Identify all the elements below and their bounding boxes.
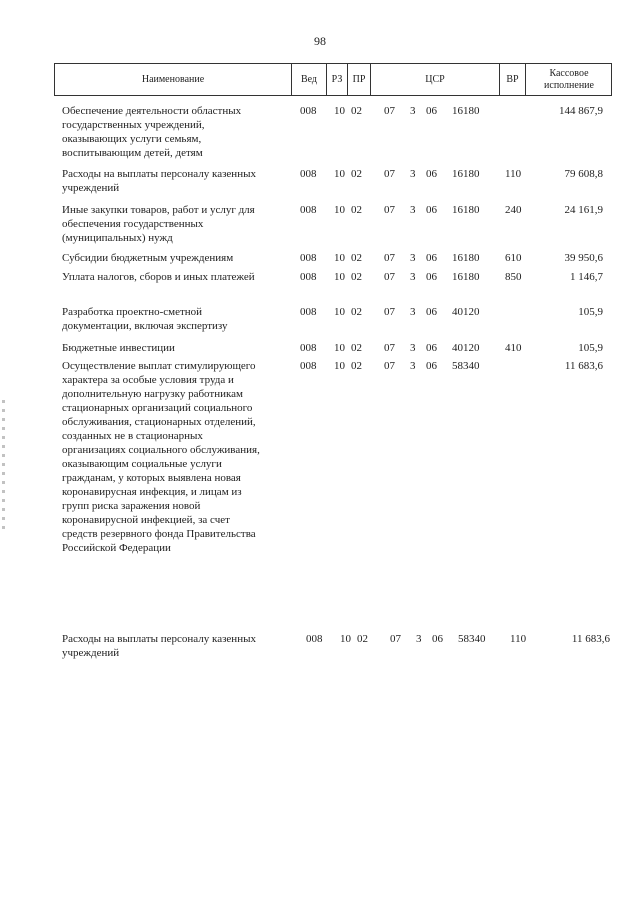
row-csr-program: 07: [384, 252, 395, 264]
page-number: 98: [314, 34, 326, 48]
row-csr-direction: 16180: [452, 204, 480, 216]
row-csr-direction: 16180: [452, 252, 480, 264]
header-rz: РЗ: [331, 73, 343, 85]
row-csr-subprogram: 3: [410, 306, 416, 318]
row-name: Разработка проектно-сметной документации, включая экспертизу: [62, 306, 228, 332]
row-ved: 008: [300, 204, 317, 216]
row-vr: 410: [505, 342, 522, 354]
table-header: [54, 63, 612, 96]
row-pr: 02: [351, 342, 362, 354]
row-ved: 008: [300, 252, 317, 264]
row-amount: 39 950,6: [564, 252, 603, 264]
row-csr-main-event: 06: [426, 105, 437, 117]
row-ved: 008: [300, 306, 317, 318]
header-csr: ЦСР: [425, 73, 445, 85]
row-rz: 10: [334, 271, 345, 283]
row-pr: 02: [351, 360, 362, 372]
row-csr-program: 07: [384, 360, 395, 372]
row-amount: 144 867,9: [559, 105, 603, 117]
row-vr: 610: [505, 252, 522, 264]
row-pr: 02: [351, 168, 362, 180]
row-csr-subprogram: 3: [416, 633, 422, 645]
row-amount: 24 161,9: [564, 204, 603, 216]
row-amount: 79 608,8: [564, 168, 603, 180]
row-csr-subprogram: 3: [410, 105, 416, 117]
row-name: Осуществление выплат стимулирующего характера за особые условия труда и дополнительную нагрузку работникам стационарных организаций социального обслуживания, стационарных отделений, созданных не в стационарных организациях социального обслуживания, оказывающим социальные услуги гражданам, у которых выявлена новая коронавирусная инфекция, и лицам из групп риска заражения новой коронавирусной инфекцией, за счет средств резервного фонда Правительства Российской Федерации: [62, 360, 260, 554]
row-name: Бюджетные инвестиции: [62, 342, 175, 354]
row-csr-program: 07: [384, 306, 395, 318]
row-pr: 02: [357, 633, 368, 645]
row-name: Иные закупки товаров, работ и услуг для обеспечения государственных (муниципальных) нужд: [62, 204, 255, 244]
header-ved: Вед: [300, 73, 318, 85]
row-amount: 1 146,7: [570, 271, 603, 283]
row-csr-direction: 58340: [452, 360, 480, 372]
row-ved: 008: [306, 633, 323, 645]
row-csr-subprogram: 3: [410, 271, 416, 283]
row-csr-main-event: 06: [426, 168, 437, 180]
row-pr: 02: [351, 252, 362, 264]
row-name: Уплата налогов, сборов и иных платежей: [62, 271, 255, 283]
row-csr-direction: 40120: [452, 306, 480, 318]
row-ved: 008: [300, 360, 317, 372]
row-name: Расходы на выплаты персоналу казенных учреждений: [62, 168, 256, 194]
row-rz: 10: [334, 105, 345, 117]
row-rz: 10: [340, 633, 351, 645]
row-csr-subprogram: 3: [410, 204, 416, 216]
row-vr: 240: [505, 204, 522, 216]
row-csr-direction: 16180: [452, 271, 480, 283]
row-rz: 10: [334, 204, 345, 216]
row-csr-program: 07: [384, 271, 395, 283]
row-rz: 10: [334, 342, 345, 354]
row-csr-main-event: 06: [432, 633, 443, 645]
header-vr: ВР: [506, 73, 519, 85]
row-rz: 10: [334, 252, 345, 264]
row-csr-direction: 16180: [452, 105, 480, 117]
header-amount: Кассовое исполнение: [544, 67, 594, 91]
row-rz: 10: [334, 168, 345, 180]
row-csr-main-event: 06: [426, 360, 437, 372]
row-pr: 02: [351, 306, 362, 318]
row-csr-program: 07: [384, 204, 395, 216]
row-csr-subprogram: 3: [410, 342, 416, 354]
row-rz: 10: [334, 306, 345, 318]
row-rz: 10: [334, 360, 345, 372]
scan-margin-marks: [2, 400, 5, 530]
row-csr-subprogram: 3: [410, 252, 416, 264]
row-csr-program: 07: [390, 633, 401, 645]
row-pr: 02: [351, 271, 362, 283]
row-csr-main-event: 06: [426, 306, 437, 318]
row-csr-program: 07: [384, 168, 395, 180]
row-ved: 008: [300, 168, 317, 180]
row-csr-program: 07: [384, 342, 395, 354]
row-pr: 02: [351, 204, 362, 216]
row-name: Расходы на выплаты персоналу казенных учреждений: [62, 633, 256, 659]
row-amount: 11 683,6: [564, 360, 603, 372]
row-name: Обеспечение деятельности областных государственных учреждений, оказывающих услуги семьям, воспитывающим детей, детям: [62, 105, 242, 159]
row-ved: 008: [300, 105, 317, 117]
row-name: Субсидии бюджетным учреждениям: [62, 252, 234, 264]
row-csr-main-event: 06: [426, 271, 437, 283]
row-csr-subprogram: 3: [410, 168, 416, 180]
row-amount: 105,9: [578, 342, 603, 354]
row-csr-direction: 58340: [458, 633, 486, 645]
row-csr-subprogram: 3: [410, 360, 416, 372]
row-csr-direction: 16180: [452, 168, 480, 180]
row-ved: 008: [300, 271, 317, 283]
row-csr-program: 07: [384, 105, 395, 117]
row-csr-direction: 40120: [452, 342, 480, 354]
row-vr: 110: [505, 168, 522, 180]
row-amount: 105,9: [578, 306, 603, 318]
header-pr: ПР: [352, 73, 366, 85]
header-divider: [525, 64, 526, 95]
row-csr-main-event: 06: [426, 252, 437, 264]
row-amount: 11 683,6: [571, 633, 610, 645]
row-csr-main-event: 06: [426, 342, 437, 354]
row-ved: 008: [300, 342, 317, 354]
row-vr: 110: [510, 633, 527, 645]
header-name: Наименование: [141, 73, 205, 85]
row-pr: 02: [351, 105, 362, 117]
row-vr: 850: [505, 271, 522, 283]
row-csr-main-event: 06: [426, 204, 437, 216]
